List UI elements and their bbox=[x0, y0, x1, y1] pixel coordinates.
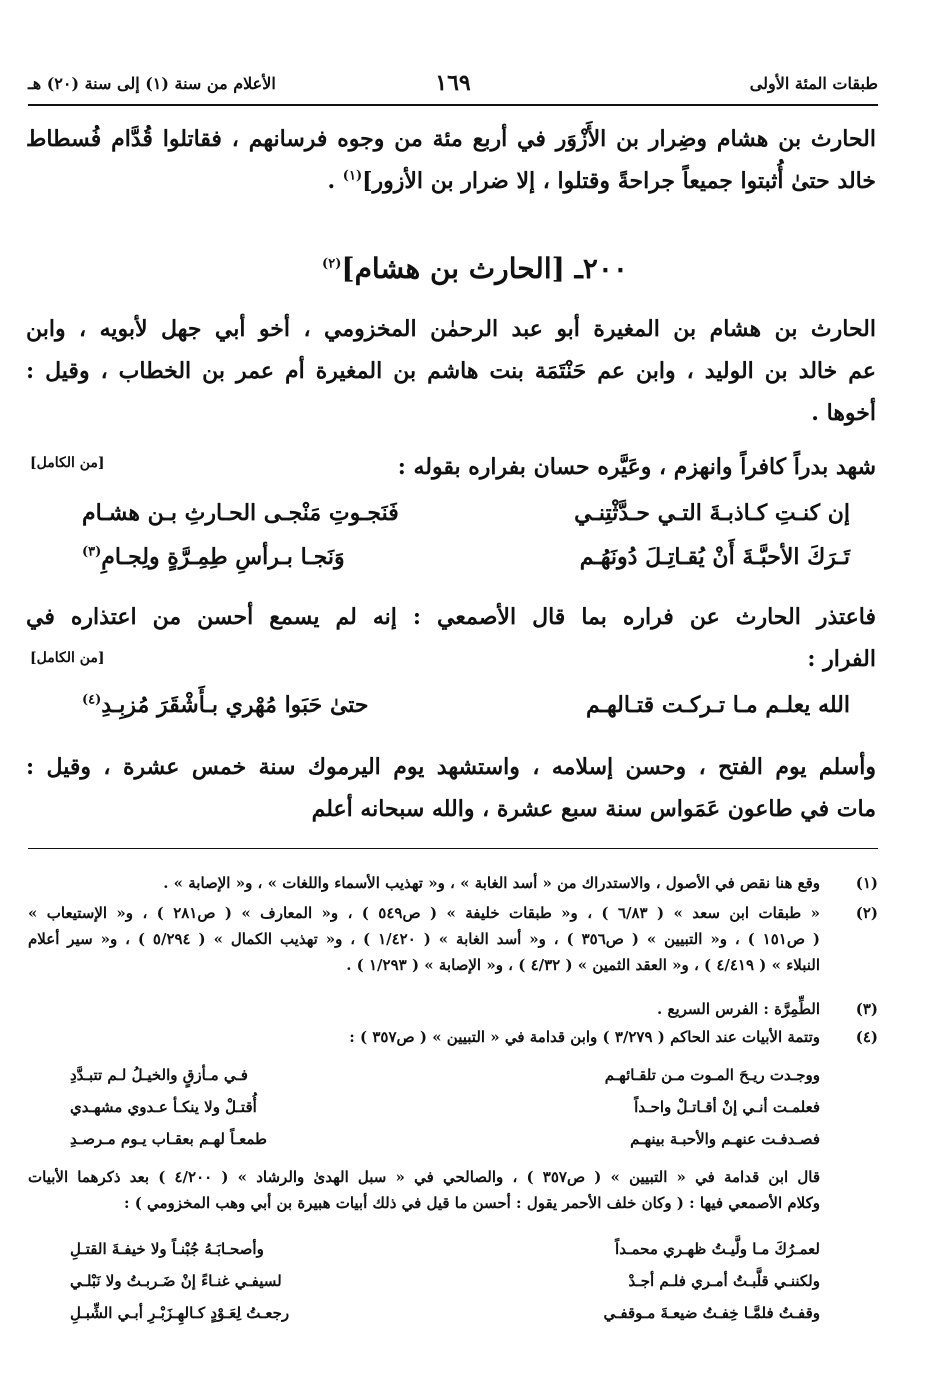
footnote-ref-1[interactable]: (١) bbox=[342, 168, 363, 184]
closing-line-2: مات في طاعون عَمَواس سنة سبع عشرة ، والله سبحانه أعلم bbox=[311, 796, 876, 822]
footnote-1-number: (١) bbox=[855, 874, 878, 892]
footnote-3-number: (٣) bbox=[855, 1000, 878, 1018]
footnote-4-number: (٤) bbox=[855, 1028, 878, 1046]
intro-line-1: الحارث بن هشام وضِرار بن الأَزْوَر في أربع مئة من وجوه فرسانهم ، فقاتلوا قُدَّام فُسطاط bbox=[26, 126, 876, 152]
footnote-3 bbox=[28, 996, 878, 1022]
footnote-verse-5 bbox=[70, 1272, 820, 1300]
verse-3 bbox=[82, 692, 850, 732]
badr-text: شهد بدراً كافراً وانهزم ، وعَيَّره حسان بفراره بقوله : bbox=[397, 454, 876, 480]
footnote-4-continuation bbox=[28, 1164, 820, 1216]
footnote-2-line-3: النبلاء » ( ٤/٤١٩ ) ، و« العقد الثمين » ( ٤/٣٢ ) ، و« الإصابة » ( ١/٢٩٣ ) . bbox=[346, 956, 820, 974]
verse-1 bbox=[82, 500, 850, 540]
apology-line-1: فاعتذر الحارث عن فراره بما قال الأصمعي : إنه لم يسمع أحسن من اعتذاره في bbox=[26, 604, 876, 630]
page-number: ١٦٩ bbox=[435, 70, 471, 96]
chapter-range-title: الأعلام من سنة (١) إلى سنة (٢٠) هـ bbox=[28, 74, 276, 93]
footnote-4-continuation-line-2: وكلام الأصمعي فيها : ( وكان خلف الأحمر يقول : أحسن ما قيل في ذلك أبيات هبيرة بن أبي وهب المخزومي ) : bbox=[123, 1194, 820, 1212]
verse-2-second-hemistich-text: وَنَجـا بـرأسِ طِمِـرَّةٍ ولِجـامِ bbox=[101, 544, 345, 570]
bio-line-1: الحارث بن هشام بن المغيرة أبو عبد الرحمٰن المخزومي ، أخو أبي جهل لأبويه ، وابن bbox=[26, 316, 876, 342]
running-header bbox=[28, 70, 878, 102]
footnote-verse-6 bbox=[70, 1304, 820, 1332]
footnote-verse-5-second: لسيفـي غنـاءً إنْ ضَـربـتُ ولا نَبْلـي bbox=[70, 1272, 282, 1290]
footnote-1-text: وقع هنا نقص في الأصول ، والاستدراك من « أسد الغابة » ، و« تهذيب الأسماء واللغات » ، و« الإصابة » . bbox=[163, 874, 820, 892]
footnote-ref-3[interactable]: (٣) bbox=[82, 544, 102, 560]
footnote-verse-1-second: فـي مـأزقٍ والخيـلُ لـم تتبـدَّدِ bbox=[70, 1066, 248, 1084]
footnote-verse-6-first: وقفـتُ فلمَّـا خِفـتُ ضيعـةَ مـوقفـي bbox=[603, 1304, 820, 1322]
footnote-2-number: (٢) bbox=[855, 904, 878, 922]
footnote-verse-3-first: فصـدفـت عنهـم والأحبـة بينهـم bbox=[630, 1130, 820, 1148]
entry-heading-text: ٢٠٠ـ [الحارث بن هشام] bbox=[341, 252, 628, 285]
apology-paragraph bbox=[26, 596, 876, 680]
verse-1-second-hemistich: فَنَجـوتِ مَنْجـى الحـارثِ بـن هشـام bbox=[82, 500, 399, 526]
intro-line-2-end: . bbox=[327, 168, 343, 194]
footnote-verse-5-first: ولكننـي قلَّبـتُ أمـري فلـم أجـدْ bbox=[628, 1272, 820, 1290]
verse-3-second-hemistich-text: حتىٰ حَبَوا مُهْري بـأَشْقَرَ مُزبِـدِ bbox=[101, 692, 369, 718]
footnote-verse-3-second: طمعـاً لهـم بعقـاب يـوم مـرصـدِ bbox=[70, 1130, 267, 1148]
footnote-divider bbox=[28, 848, 878, 849]
book-section-title: طبقات المئة الأولى bbox=[749, 74, 878, 93]
footnote-verse-6-second: رجعـتُ لِعَـوْدٍ كـالهِـزَبْـرِ أبـي الشِّبـلِ bbox=[70, 1304, 290, 1322]
footnote-1 bbox=[28, 870, 878, 896]
intro-line-2-text: خالد حتىٰ أُثبتوا جميعاً جراحةً وقتلوا ، إلا ضرار بن الأزور] bbox=[362, 168, 876, 194]
footnote-verse-2 bbox=[70, 1098, 820, 1126]
footnote-3-text: الطِّمِرَّة : الفرس السريع . bbox=[657, 1000, 820, 1018]
footnote-verse-4-second: وأصحـابَـهُ جُبْنـاً ولا خيفـةَ القتـلِ bbox=[70, 1240, 264, 1258]
bio-line-3: أخوها . bbox=[811, 400, 876, 426]
footnote-ref-2[interactable]: (٢) bbox=[322, 256, 342, 272]
meter-tag-2: [من الكامل] bbox=[30, 650, 105, 666]
footnote-2 bbox=[28, 900, 878, 978]
meter-tag: [من الكامل] bbox=[30, 455, 105, 471]
header-divider bbox=[28, 104, 878, 106]
verse-1-first-hemistich: إن كنـتِ كـاذبـةَ التـي حـدَّثْتِنـي bbox=[574, 500, 850, 526]
footnote-verse-1-first: ووجـدت ريـحَ المـوت مـن تلقـائهـم bbox=[604, 1066, 820, 1084]
intro-line-2 bbox=[26, 160, 876, 202]
footnote-verse-4 bbox=[70, 1240, 820, 1268]
footnote-verse-2-first: فعلمـت أنـي إنْ أقـاتـلْ واحـداً bbox=[634, 1098, 820, 1116]
footnote-verse-2-second: أُقتـلْ ولا ينكـأ عـدوي مشهـدي bbox=[70, 1098, 257, 1116]
apology-line-2: الفرار : bbox=[807, 646, 876, 672]
badr-line bbox=[26, 446, 876, 488]
closing-paragraph bbox=[26, 746, 876, 830]
bio-paragraph bbox=[26, 308, 876, 434]
footnote-4 bbox=[28, 1024, 878, 1050]
footnote-4-text: وتتمة الأبيات عند الحاكم ( ٣/٢٧٩ ) وابن قدامة في « التبيين » ( ص٣٥٧ ) : bbox=[349, 1028, 820, 1046]
closing-line-1: وأسلم يوم الفتح ، وحسن إسلامه ، واستشهد يوم اليرموك سنة خمس عشرة ، وقيل : bbox=[26, 754, 876, 780]
footnote-4-continuation-line-1: قال ابن قدامة في « التبيين » ( ص٣٥٧ ) ، والصالحي في « سبل الهدىٰ والرشاد » ( ٤/٢٠٠ ) بعد ذكرهما الأبيات bbox=[28, 1168, 821, 1186]
footnote-verse-4-first: لعمـرُكَ مـا ولَّيـتُ ظهـري محمـداً bbox=[615, 1240, 820, 1258]
verse-2-first-hemistich: تَـرَكَ الأحبَّـةَ أَنْ يُقـاتِـلَ دُونَهُـم bbox=[579, 544, 850, 570]
footnote-ref-4[interactable]: (٤) bbox=[82, 692, 102, 708]
footnote-2-line-1: « طبقات ابن سعد » ( ٦/٨٣ ) ، و« طبقات خليفة » ( ص٥٤٩ ) ، و« المعارف » ( ص٢٨١ ) ، و« الإستيعاب » bbox=[28, 904, 820, 922]
footnote-2-line-2: ( ص١٥١ ) ، و« التبيين » ( ص٣٥٦ ) ، و« أسد الغابة » ( ١/٤٢٠ ) ، و« تهذيب الكمال » ( ٥/٢٩٤ ) ، و« سير أعلام bbox=[28, 930, 820, 948]
verse-2-second-hemistich bbox=[82, 544, 345, 570]
footnote-verse-1 bbox=[70, 1066, 820, 1094]
verse-3-first-hemistich: الله يعلـم مـا تـركـت قتـالهـم bbox=[585, 692, 850, 718]
intro-paragraph bbox=[26, 118, 876, 202]
footnote-verse-3 bbox=[70, 1130, 820, 1158]
verse-2 bbox=[82, 544, 850, 584]
bio-line-2: عم خالد بن الوليد ، وابن عم حَنْتَمَة بنت هاشم بن المغيرة أم عمر بن الخطاب ، وقيل : bbox=[26, 358, 876, 384]
verse-3-second-hemistich bbox=[82, 692, 369, 718]
entry-heading bbox=[0, 252, 950, 285]
